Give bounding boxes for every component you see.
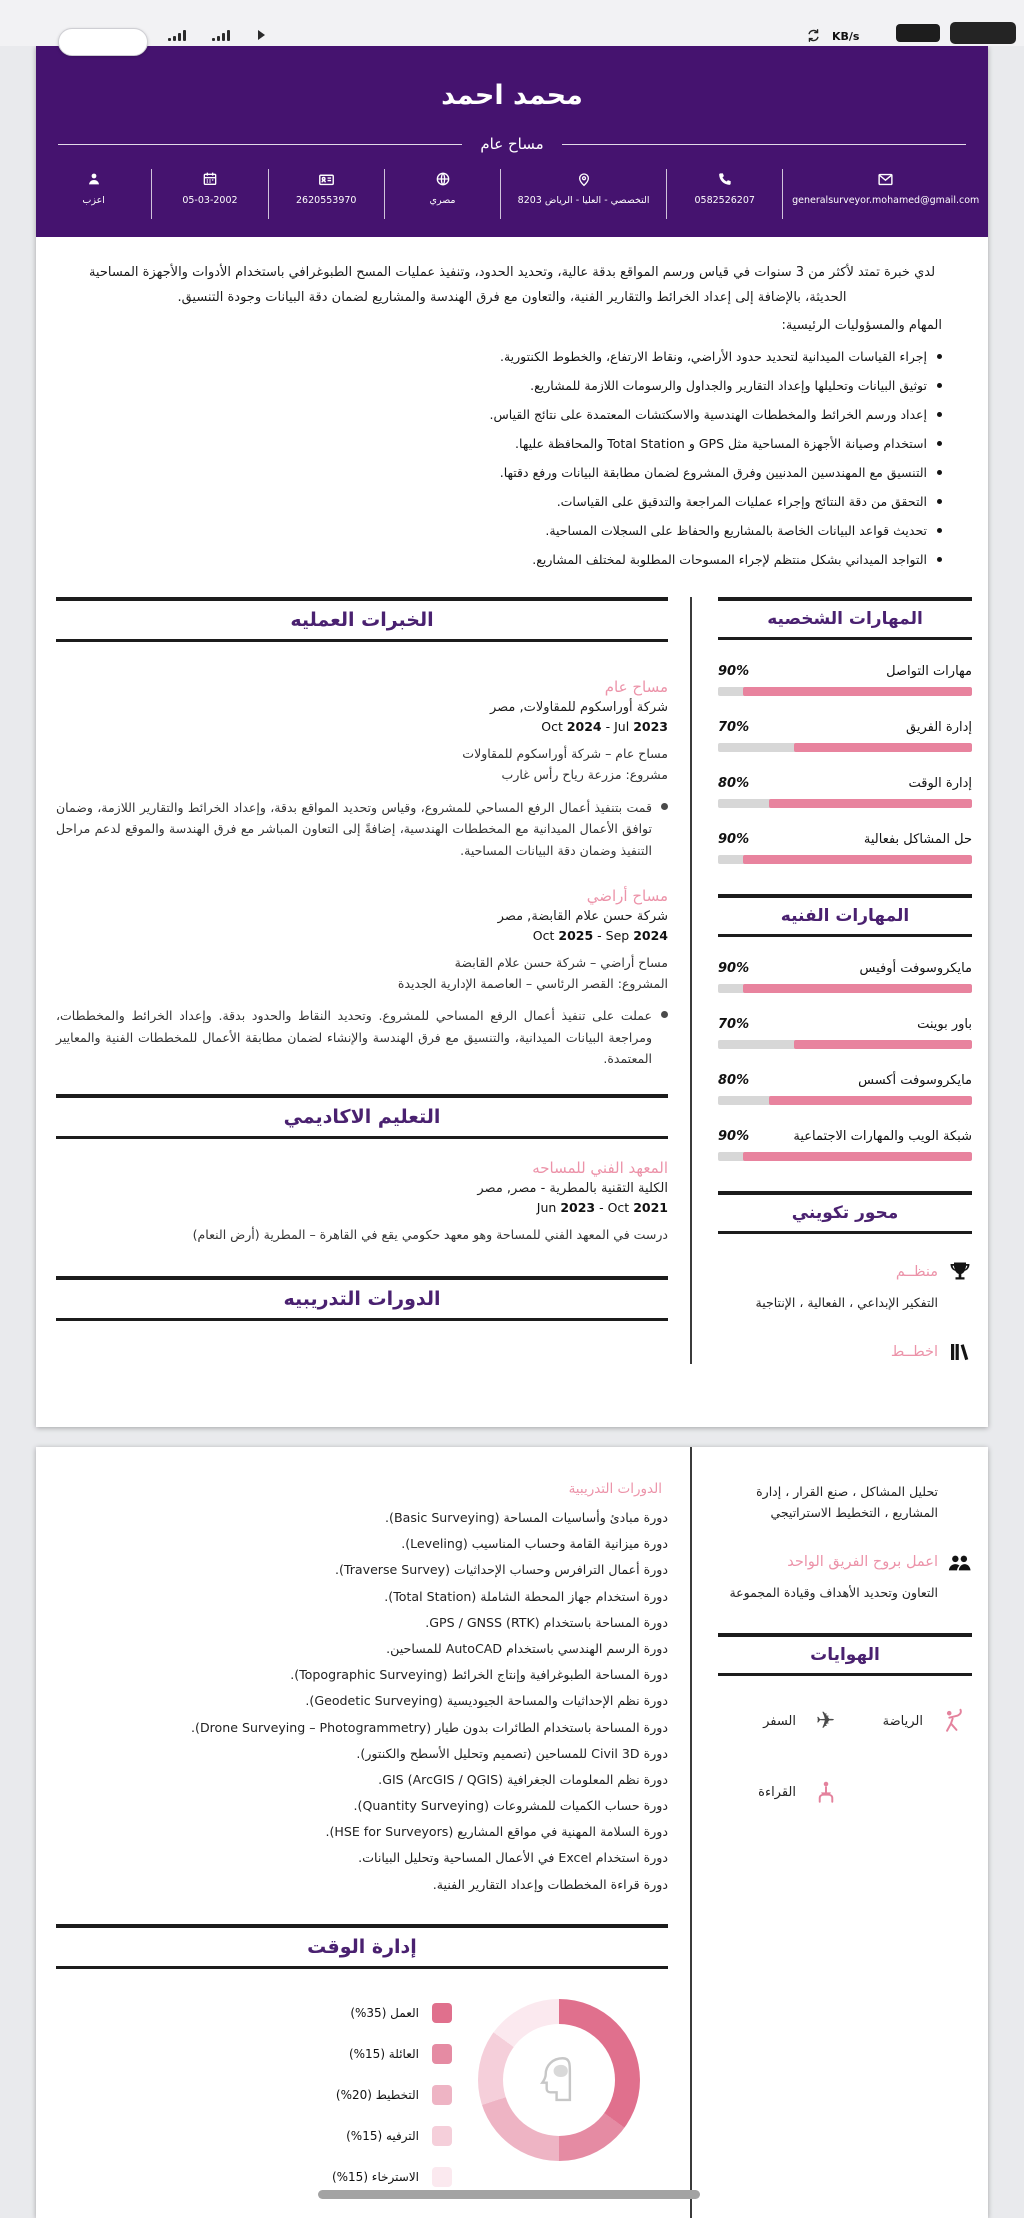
skill-track [718,687,972,696]
list-item-text: التحقق من دقة النتائج وإجراء عمليات المراجعة والتدقيق على القياسات. [556,494,927,510]
date-year: 2021 [633,1199,668,1215]
bullet-dot [937,499,942,504]
course-item: دورة حساب الكميات للمشروعات (Quantity Surveying). [353,1798,668,1814]
course-item: دورة نظم الإحداثيات والمساحة الجيوديسية (Geodetic Surveying). [305,1693,668,1709]
entry-bullet [56,1005,668,1070]
education-dates [56,1200,668,1215]
section-title-education: التعليم الاكاديمي [56,1094,668,1139]
legend-label: التخطيط (20%) [335,2087,419,2102]
education-entry [56,1159,668,1246]
entry-bullet-text: عملت على تنفيذ أعمال الرفع المساحي للمشروع. وتحديد النقاط والحدود بدقة. وإعداد الخرائط والمخططات، ومراجعة البيانات الميدانية، والتنسيق مع فرق الهندسة والإنشاء لضمان مطابقة الأعمال للمخططات الفنية والمعايير المعتمدة. [56,1008,652,1067]
date-month: Oct [532,928,555,944]
two-column-layout [36,579,988,1363]
skill-percent: 90% [718,1129,750,1145]
course-item: دورة مبادئ وأساسيات المساحة (Basic Surveying). [385,1510,668,1525]
list-item [82,550,942,570]
skill-track [718,743,972,752]
entry-bullet-text: قمت بتنفيذ أعمال الرفع المساحي للمشروع، وقياس وتحديد المواقع بدقة، وإعداد الخرائط والتقارير اللازمة، وضمان توافق الأعمال الميدانية مع المخططات الهندسية، إضافةً إلى التعاون المباشر مع فرق الهندسة والموقع لدعم مراحل التنفيذ وضمان دقة البيانات المساحية. [56,799,652,858]
status-block [950,22,1016,44]
hobby-item [718,1779,845,1806]
phone-icon [717,171,733,188]
section-title-traits: محور تكويني [718,1191,972,1234]
contact-nationality [384,169,500,219]
time-management-chart [56,1999,668,2187]
date-year: 2025 [558,928,594,944]
legend-swatch [432,2126,452,2146]
trait-label: اعمل بروح الفريق الواحد [787,1553,938,1570]
section-title-technical-skills: المهارات الفنيه [718,894,972,937]
bullet-dot [937,528,942,533]
team-icon [948,1550,972,1574]
contact-value: generalsurveyor.mohamed@gmail.com [792,195,980,206]
skill-track [718,1152,972,1161]
calendar-icon [202,171,218,188]
horizontal-scrollbar[interactable] [318,2190,700,2199]
entry-line: المشروع: القصر الرئاسي – العاصمة الإدارية الجديدة [397,975,668,991]
legend-label: العائلة (15%) [348,2046,419,2061]
date-separator: - [605,719,611,735]
list-item [82,405,942,425]
legend-item [332,2167,452,2187]
entry-dates [56,719,668,734]
column-divider [690,597,692,1363]
hobby-label: الرياضة [882,1713,923,1729]
list-item [82,492,942,512]
contact-phone [666,169,782,219]
legend-label: الترفيه (15%) [346,2128,419,2143]
entry-job-title: مساح عام [604,678,668,697]
course-item: دورة ميزانية القامة وحساب المناسيب (Leveling). [401,1536,668,1552]
list-item-text: تحديث قواعد البيانات الخاصة بالمشاريع والحفاظ على السجلات المساحية. [545,523,927,539]
profile-summary: لدي خبرة تمتد لأكثر من 3 سنوات في قياس ورسم المواقع بدقة عالية، وتحديد الحدود، وتنفيذ عمليات المسح الطبوغرافي باستخدام الأدوات والأجهزة المساحية الحديثة، بالإضافة إلى إعداد الخرائط والتقارير الفنية، والتعاون مع فرق الهندسة والمشاريع لضمان دقة البيانات وجودة التنسيق. [88,265,936,305]
skill-bar-row [718,776,972,808]
bullet-dot [937,470,942,475]
trait-description: التعاون وتحديد الأهداف وقيادة المجموعة [729,1584,938,1600]
id-card-icon [318,171,335,188]
plane-icon: ✈ [815,1707,836,1734]
legend-label: العمل (35%) [350,2005,419,2020]
trait-label: منظــم [895,1264,938,1281]
browser-pill-button[interactable] [58,28,148,56]
section-title-time-management: إدارة الوقت [56,1924,668,1969]
skill-label: مايكروسوفت أوفيس [859,961,972,977]
time-donut-ring [478,1999,640,2161]
section-title-hobbies: الهوايات [718,1633,972,1676]
skill-label: إدارة الوقت [908,776,972,792]
skill-bar-row [718,1129,972,1161]
contact-birthdate [151,169,267,219]
date-separator: - [597,928,602,944]
date-month: Jul [614,719,630,735]
skill-percent: 70% [718,1017,750,1033]
books-icon [948,1340,972,1364]
battery-indicator [896,24,940,42]
bullet-dot [937,441,942,446]
course-item: دورة المساحة الطبوغرافية وإنتاج الخرائط (Topographic Surveying). [290,1667,668,1683]
courses-list-heading: الدورات التدريبية [568,1481,662,1497]
duties-list [36,333,988,570]
entry-dates [56,928,668,943]
legend-label: الاسترخاء (15%) [331,2169,419,2184]
skill-fill [743,1152,972,1161]
legend-swatch [432,2167,452,2187]
decorative-line [562,144,966,145]
cv-page-2 [36,1447,988,2218]
contact-value: مصري [429,195,456,206]
entry-job-title: مساح أراضي [586,887,668,906]
list-item-text: التنسيق مع المهندسين المدنيين وفرق المشروع لضمان مطابقة البيانات ورفع دقتها. [499,465,927,481]
date-month: Jun [536,1199,557,1215]
bullet-dot [661,1011,668,1018]
bullet-dot [661,803,668,810]
trait-item [718,1550,972,1603]
entry-line: مشروع: مزرعة رياح رأس غارب [501,767,668,782]
duties-heading: المهام والمسؤوليات الرئيسية: [781,318,942,334]
education-description: درست في المعهد الفني للمساحة وهو معهد حكومي يقع في القاهرة – المطرية (أرض النعام) [192,1226,668,1242]
trophy-icon [948,1260,972,1284]
job-title-row [36,135,988,153]
entry-line: مساح عام – شركة أوراسكوم للمقاولات [462,746,668,762]
trait-item [718,1340,972,1364]
experience-entry [56,678,668,861]
legend-item [332,2044,452,2064]
contact-value: التخصصي - العليا - الرياض 8203 [517,195,650,206]
list-item [82,347,942,367]
main-column [56,597,668,1363]
list-item-text: استخدام وصيانة الأجهزة المساحية مثل GPS و Total Station والمحافظة عليها. [515,436,927,452]
head-brain-icon [530,2051,588,2109]
skill-percent: 90% [718,832,750,848]
list-item [82,463,942,483]
skill-track [718,799,972,808]
skill-track [718,1040,972,1049]
envelope-icon [877,171,894,188]
list-item-text: التواجد الميداني بشكل منتظم لإجراء المسوحات المطلوبة لمختلف المشاريع. [532,552,927,568]
course-item: دورة نظم المعلومات الجغرافية GIS (ArcGIS / QGIS). [378,1771,668,1787]
skill-track [718,1096,972,1105]
hobby-item [718,1708,845,1735]
contact-id-number [268,169,384,219]
date-year: 2024 [633,928,668,944]
skill-fill [769,1096,972,1105]
course-item: دورة استخدام جهاز المحطة الشاملة (Total Station). [384,1588,668,1604]
skill-bar-row [718,961,972,993]
skill-label: إدارة الفريق [905,720,972,736]
trait-description: التفكير الإبداعي ، الفعالية ، الإنتاجية [755,1295,938,1311]
legend-item [332,2003,452,2023]
list-item-text: إجراء القياسات الميدانية لتحديد حدود الأراضي، ونقاط الارتفاع، والخطوط الكنتورية. [499,349,927,365]
list-item [82,521,942,541]
contact-email [782,169,988,219]
course-item: دورة أعمال الترافرس وحساب الإحداثيات (Traverse Survey). [334,1562,668,1578]
location-pin-icon [576,171,592,188]
skill-fill [794,1040,972,1049]
reader-icon [812,1779,839,1806]
donut-center [503,2024,615,2136]
entry-line: مساح أراضي – شركة حسن علام القابضة [454,955,668,971]
contact-value: 0582526207 [694,195,755,206]
page-title: محمد احمد [441,80,583,111]
skill-fill [743,984,972,993]
skill-fill [743,855,972,864]
date-year: 2023 [633,719,668,735]
hobby-item [845,1708,972,1735]
skill-track [718,984,972,993]
list-item [82,376,942,396]
entry-company: شركة أوراسكوم للمقاولات, مصر [489,700,668,716]
date-year: 2024 [566,719,602,735]
globe-icon [435,171,451,188]
date-month: Sep [605,928,630,944]
skill-percent: 80% [718,776,750,792]
cv-page-1 [36,46,988,1427]
signal-bars-icon [212,30,230,41]
refresh-icon [806,28,821,43]
skill-bar-row [718,1073,972,1105]
skill-fill [769,799,972,808]
contact-bar [36,169,988,219]
course-item: دورة الرسم الهندسي باستخدام AutoCAD للمساحين. [386,1640,668,1656]
course-item: دورة المساحة باستخدام الطائرات بدون طيار (Drone Surveying – Photogrammetry). [191,1719,668,1735]
date-year: 2023 [560,1199,596,1215]
chart-legend [332,2003,452,2187]
entry-bullet [56,797,668,862]
skill-label: شبكة الويب والمهارات الاجتماعية [793,1129,972,1145]
legend-item [332,2126,452,2146]
status-bar [0,0,1024,46]
skill-bar-row [718,832,972,864]
network-speed-label: KB/s [832,30,860,43]
bullet-dot [937,412,942,417]
entry-company: شركة حسن علام القابضة, مصر [497,909,668,925]
skill-track [718,855,972,864]
bullet-dot [937,354,942,359]
experience-entry [56,887,668,1070]
column-divider [690,1447,692,2218]
skill-bar-row [718,720,972,752]
job-title: مساح عام [480,135,544,153]
course-item: دورة استخدام Excel في الأعمال المساحية وتحليل البيانات. [358,1850,668,1866]
hobby-label: السفر [763,1713,796,1729]
contact-value: 05-03-2002 [182,195,238,206]
skill-label: مهارات التواصل [886,664,972,680]
hobbies-grid [718,1708,972,1806]
contact-value: اعزب [82,195,105,206]
college-name: الكلية التقنية بالمطرية - مصر, مصر [477,1180,668,1196]
skill-percent: 90% [718,664,750,680]
sidebar-column [718,1447,972,2218]
skill-label: باور بوينت [917,1017,972,1033]
date-month: Oct [607,1199,630,1215]
section-title-experience: الخبرات العمليه [56,597,668,642]
legend-swatch [432,2085,452,2105]
legend-swatch [432,2003,452,2023]
hobby-label: القراءة [758,1784,796,1800]
contact-marital-status [36,169,151,219]
skill-bar-row [718,1017,972,1049]
date-month: Oct [541,719,563,735]
course-item: دورة Civil 3D للمساحين (تصميم وتحليل الأسطح والكنتور). [356,1745,668,1761]
bullet-dot [937,557,942,562]
skill-fill [794,743,972,752]
skill-percent: 80% [718,1073,750,1089]
list-item-text: إعداد ورسم الخرائط والمخططات الهندسية والاسكتشات المعتمدة على نتائج القياس. [489,407,927,423]
signal-bars-icon [168,30,186,41]
sidebar-column [718,597,972,1363]
legend-item [332,2085,452,2105]
course-item: دورة قراءة المخططات وإعداد التقارير الفنية. [432,1876,668,1892]
skill-label: حل المشاكل بفعالية [863,832,972,848]
main-column [56,1447,668,2218]
nav-arrow-icon [258,30,265,40]
trait-label: اخطــط [890,1343,938,1360]
trait-item [718,1260,972,1313]
course-item: دورة السلامة المهنية في مواقع المشاريع (HSE for Surveyors). [325,1824,668,1840]
list-item-text: توثيق البيانات وتحليلها وإعداد التقارير والجداول والرسومات اللازمة للمشاريع. [530,378,927,394]
person-icon [86,171,102,188]
school-name: المعهد الفني للمساحه [532,1158,668,1177]
contact-value: 2620553970 [296,195,357,206]
section-title-personal-skills: المهارات الشخصيه [718,597,972,640]
course-item: دورة المساحة باستخدام GPS / GNSS (RTK). [425,1614,668,1630]
skill-fill [743,687,972,696]
list-item [82,434,942,454]
bullet-dot [937,383,942,388]
contact-address [500,169,666,219]
legend-swatch [432,2044,452,2064]
skill-label: مايكروسوفت أكسس [858,1073,972,1089]
skill-bar-row [718,664,972,696]
section-title-courses: الدورات التدريبيه [56,1276,668,1321]
date-separator: - [599,1199,604,1215]
cv-header [36,46,988,237]
skill-percent: 90% [718,961,750,977]
decorative-line [58,144,462,145]
trait-description: تحليل المشاكل ، صنع القرار ، إدارة المشاريع ، التخطيط الاستراتيجي [756,1484,938,1521]
two-column-layout [36,1447,988,2218]
skill-percent: 70% [718,720,750,736]
gymnast-icon [939,1708,966,1735]
